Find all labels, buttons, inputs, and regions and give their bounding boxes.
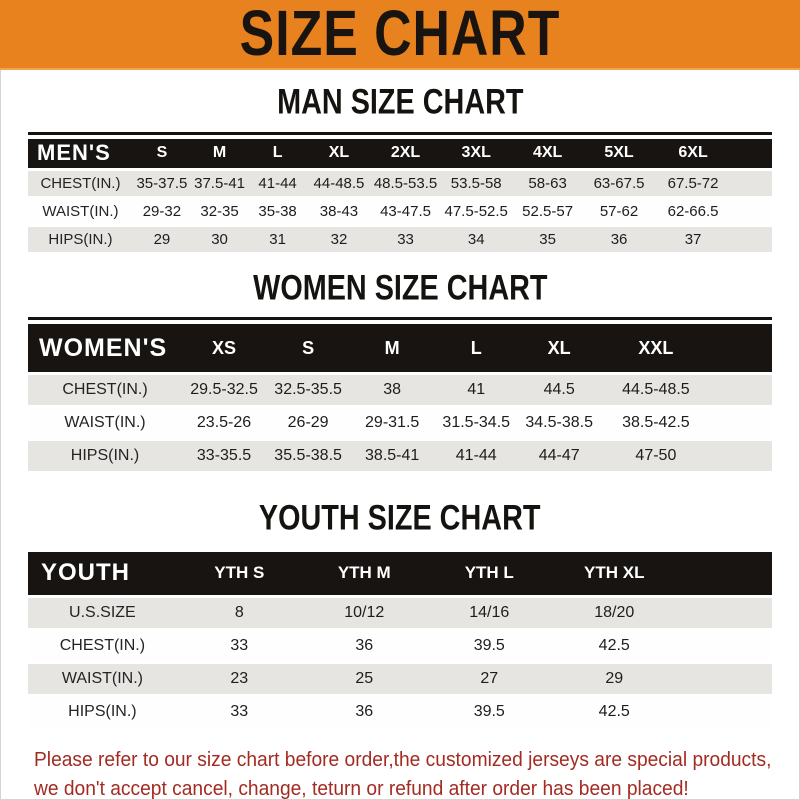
size-value-cell: 41-44	[434, 441, 518, 471]
size-column-header: L	[434, 324, 518, 372]
row-label-cell: HIPS(IN.)	[28, 227, 133, 252]
size-column-header: YTH XL	[552, 552, 677, 595]
women-size-table	[28, 321, 772, 474]
size-chart-banner	[0, 0, 800, 70]
size-value-cell: 37.5-41	[191, 171, 248, 196]
size-value-cell: 44.5	[518, 375, 600, 405]
size-value-cell: 63-67.5	[583, 171, 655, 196]
disclaimer-line-1: Please refer to our size chart before order,the customized jerseys are special products,	[34, 748, 772, 771]
size-value-cell: 38.5-41	[350, 441, 434, 471]
measurement-row	[28, 664, 772, 694]
size-column-header: M	[350, 324, 434, 372]
row-label-cell: WAIST(IN.)	[28, 664, 177, 694]
size-value-cell: 58-63	[512, 171, 583, 196]
size-value-cell: 47-50	[600, 441, 712, 471]
size-value-cell: 57-62	[583, 199, 655, 224]
men-section-heading: MAN SIZE CHART	[276, 82, 524, 122]
size-value-cell: 33	[177, 697, 302, 727]
row-label-cell: HIPS(IN.)	[28, 441, 182, 471]
size-value-cell: 30	[191, 227, 248, 252]
size-value-cell: 14/16	[427, 598, 552, 628]
size-value-cell: 33	[371, 227, 440, 252]
size-value-cell: 42.5	[552, 631, 677, 661]
size-value-cell: 33-35.5	[182, 441, 266, 471]
size-column-header: YTH L	[427, 552, 552, 595]
size-column-header: 5XL	[583, 139, 655, 168]
spacer-cell	[677, 664, 772, 694]
size-column-header: 2XL	[371, 139, 440, 168]
banner-title-text: SIZE CHART	[239, 0, 561, 70]
spacer-cell	[677, 697, 772, 727]
size-column-header: XXL	[600, 324, 712, 372]
spacer-cell	[712, 408, 772, 438]
size-value-cell: 42.5	[552, 697, 677, 727]
spacer-cell	[712, 324, 772, 372]
size-column-header: YTH S	[177, 552, 302, 595]
size-value-cell: 18/20	[552, 598, 677, 628]
measurement-row	[28, 697, 772, 727]
size-value-cell: 35-38	[248, 199, 307, 224]
row-label-cell: U.S.SIZE	[28, 598, 177, 628]
size-column-header: 6XL	[655, 139, 731, 168]
size-column-header: YTH M	[302, 552, 427, 595]
table-label-cell: WOMEN'S	[28, 324, 182, 372]
spacer-cell	[712, 441, 772, 471]
size-value-cell: 31.5-34.5	[434, 408, 518, 438]
measurement-row	[28, 199, 772, 224]
size-column-header: XL	[307, 139, 371, 168]
size-value-cell: 8	[177, 598, 302, 628]
table-top-rule	[28, 132, 772, 135]
size-value-cell: 32.5-35.5	[266, 375, 350, 405]
row-label-cell: CHEST(IN.)	[28, 171, 133, 196]
size-value-cell: 36	[302, 697, 427, 727]
spacer-cell	[731, 199, 772, 224]
size-value-cell: 29.5-32.5	[182, 375, 266, 405]
size-value-cell: 35.5-38.5	[266, 441, 350, 471]
size-value-cell: 10/12	[302, 598, 427, 628]
size-value-cell: 44.5-48.5	[600, 375, 712, 405]
size-column-header: M	[191, 139, 248, 168]
measurement-row	[28, 631, 772, 661]
size-column-header: XL	[518, 324, 600, 372]
row-label-cell: CHEST(IN.)	[28, 375, 182, 405]
size-value-cell: 38-43	[307, 199, 371, 224]
size-value-cell: 23.5-26	[182, 408, 266, 438]
size-value-cell: 32	[307, 227, 371, 252]
size-column-header: XS	[182, 324, 266, 372]
size-column-header: S	[266, 324, 350, 372]
size-value-cell: 36	[302, 631, 427, 661]
size-value-cell: 32-35	[191, 199, 248, 224]
size-value-cell: 35-37.5	[133, 171, 191, 196]
size-value-cell: 39.5	[427, 631, 552, 661]
size-value-cell: 33	[177, 631, 302, 661]
size-header-row	[28, 324, 772, 372]
size-value-cell: 53.5-58	[440, 171, 512, 196]
men-size-section	[28, 70, 772, 255]
size-value-cell: 27	[427, 664, 552, 694]
row-label-cell: CHEST(IN.)	[28, 631, 177, 661]
size-value-cell: 29	[552, 664, 677, 694]
spacer-cell	[677, 598, 772, 628]
row-label-cell: HIPS(IN.)	[28, 697, 177, 727]
size-value-cell: 52.5-57	[512, 199, 583, 224]
spacer-cell	[677, 631, 772, 661]
size-column-header: S	[133, 139, 191, 168]
size-value-cell: 23	[177, 664, 302, 694]
spacer-cell	[712, 375, 772, 405]
size-value-cell: 48.5-53.5	[371, 171, 440, 196]
size-value-cell: 39.5	[427, 697, 552, 727]
order-disclaimer	[34, 746, 772, 800]
size-header-row	[28, 139, 772, 168]
youth-size-section	[28, 474, 772, 730]
size-value-cell: 36	[583, 227, 655, 252]
size-column-header: 3XL	[440, 139, 512, 168]
women-size-section	[28, 255, 772, 475]
youth-section-heading: YOUTH SIZE CHART	[259, 498, 541, 538]
size-value-cell: 29-32	[133, 199, 191, 224]
women-section-heading: WOMEN SIZE CHART	[252, 268, 548, 308]
size-value-cell: 25	[302, 664, 427, 694]
table-label-cell: YOUTH	[28, 552, 177, 595]
size-value-cell: 29-31.5	[350, 408, 434, 438]
size-value-cell: 47.5-52.5	[440, 199, 512, 224]
size-value-cell: 34	[440, 227, 512, 252]
table-top-rule	[28, 317, 772, 320]
measurement-row	[28, 227, 772, 252]
size-value-cell: 67.5-72	[655, 171, 731, 196]
size-value-cell: 41	[434, 375, 518, 405]
size-value-cell: 41-44	[248, 171, 307, 196]
size-value-cell: 35	[512, 227, 583, 252]
size-value-cell: 37	[655, 227, 731, 252]
size-value-cell: 26-29	[266, 408, 350, 438]
size-value-cell: 43-47.5	[371, 199, 440, 224]
spacer-cell	[731, 171, 772, 196]
row-label-cell: WAIST(IN.)	[28, 408, 182, 438]
spacer-cell	[677, 552, 772, 595]
men-size-table	[28, 136, 772, 255]
measurement-row	[28, 171, 772, 196]
measurement-row	[28, 375, 772, 405]
size-header-row	[28, 552, 772, 595]
measurement-row	[28, 441, 772, 471]
spacer-cell	[731, 139, 772, 168]
size-value-cell: 34.5-38.5	[518, 408, 600, 438]
size-value-cell: 38	[350, 375, 434, 405]
youth-size-table	[28, 549, 772, 730]
size-value-cell: 44-48.5	[307, 171, 371, 196]
size-value-cell: 38.5-42.5	[600, 408, 712, 438]
size-value-cell: 29	[133, 227, 191, 252]
table-label-cell: MEN'S	[28, 139, 133, 168]
size-column-header: 4XL	[512, 139, 583, 168]
disclaimer-line-2: we don't accept cancel, change, teturn or refund after order has been placed!	[34, 777, 689, 800]
size-value-cell: 31	[248, 227, 307, 252]
size-column-header: L	[248, 139, 307, 168]
measurement-row	[28, 408, 772, 438]
banner-title	[233, 0, 567, 70]
row-label-cell: WAIST(IN.)	[28, 199, 133, 224]
size-value-cell: 44-47	[518, 441, 600, 471]
spacer-cell	[731, 227, 772, 252]
measurement-row	[28, 598, 772, 628]
size-value-cell: 62-66.5	[655, 199, 731, 224]
